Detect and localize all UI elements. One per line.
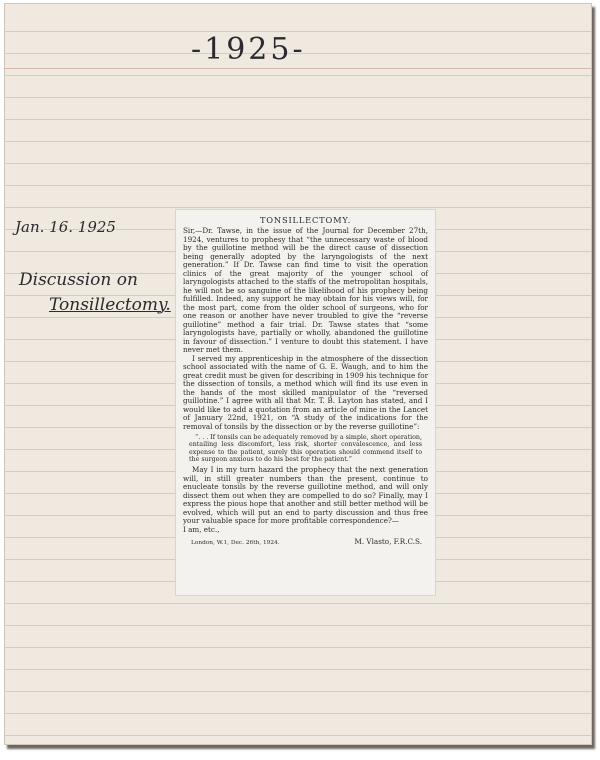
clipping-signature: M. Vlasto, F.R.C.S. (354, 537, 422, 547)
year-heading: -1925- (191, 32, 306, 67)
ruled-margin-line (5, 68, 591, 69)
margin-note-line-1: Discussion on (19, 270, 138, 290)
clipping-signoff: I am, etc., (183, 524, 220, 534)
margin-date: Jan. 16. 1925 (15, 218, 116, 236)
clipping-closing-paragraph: May I in my turn hazard the prophecy that the next generation will, in still greater numbers than the present, continue to enucleate tonsils by the reverse guillotine method, and will only dissect them out when they are compelled to do so? Finally, may I express the pious hope that another and still better method will be evolved, which will put an end to party discussion and thus free your valuable space for more profitable correspondence?— (183, 465, 428, 526)
clipping-quote: “. . . If tonsils can be adequately removed by a simple, short operation, entailing less discomfort, less risk, shorter convalescence, and less expense to the patient, surely this operation should commend itself to the surgeon anxious to do his best for the patient.” (189, 434, 422, 463)
newspaper-clipping (176, 210, 435, 595)
clipping-title: TONSILLECTOMY. (259, 215, 352, 225)
clipping-paragraph-2: I served my apprenticeship in the atmosphere of the dissection school associated with the name of G. E. Waugh, and to him the great credit must be given for describing in 1909 his technique for the dissection of tonsils, a method which will find its use even in the hands of the most skilled manipulator of the “reversed guillotine.” I agree with all that Mr. T. B. Layton has stated, and I would like to add a quotation from an article of mine in the Lancet of January 22nd, 1921, on “A study of the indications for the removal of tonsils by the dissection or by the reverse guillotine”: (183, 353, 428, 431)
clipping-paragraph-1: Sir,—Dr. Tawse, in the issue of the Journal for December 27th, 1924, ventures to prophesy that “the unnecessary waste of blood by the guillotine method will be the direct cause of dissection being generally adopted by the laryngologists of the next generation.” If Dr. Tawse can find time to visit the operation clinics of the great majority of the younger school of laryngologists attached to the staffs of the metropolitan hospitals, he will not be so sanguine of the likelihood of his prophecy being fulfilled. Indeed, any support he may obtain for his views will, for the most part, come from the older school of surgeons, who for one reason or another have never troubled to give the “reverse guillotine” method a fair trial. Dr. Tawse states that “some laryngologists have, partially or wholly, abandoned the guillotine in favour of dissection.” I venture to doubt this statement. I have never met them. (183, 226, 428, 354)
margin-note-line-2: Tonsillectomy. (49, 295, 171, 315)
clipping-address: London, W.1, Dec. 26th, 1924. (191, 540, 280, 547)
signature-row (183, 537, 428, 546)
notebook-page (4, 3, 592, 745)
